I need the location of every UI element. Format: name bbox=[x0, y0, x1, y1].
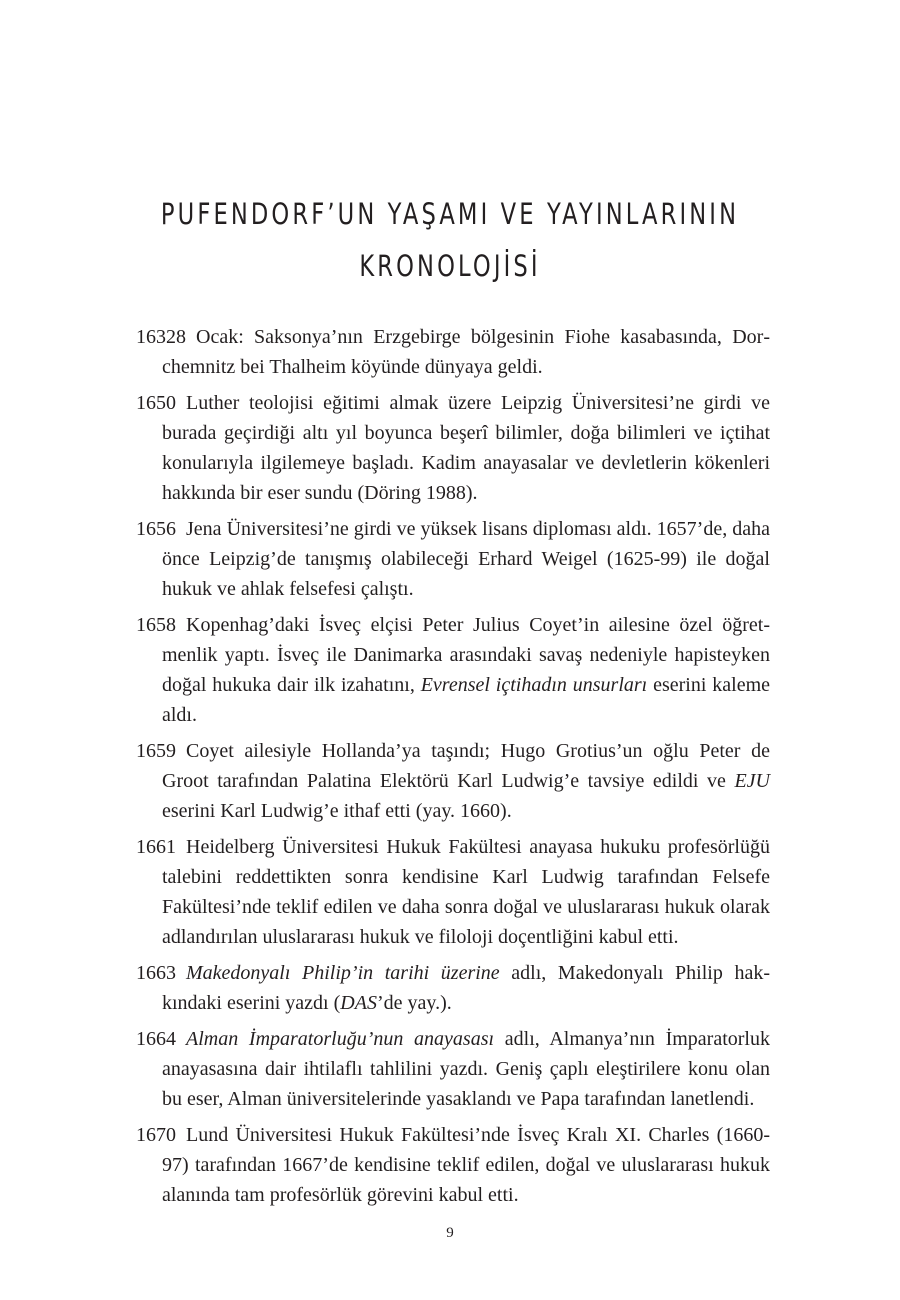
entry-year: 1650 bbox=[136, 392, 176, 414]
entry-text: ’de yay.). bbox=[376, 992, 452, 1014]
entry-text: Ocak: Saksonya’nın Erzgebirge bölgesinin Fiohe kasabasında, Dorchemnitz bei Thalheim köyünde dünyaya geldi. bbox=[162, 326, 770, 378]
chronology-entry bbox=[136, 322, 770, 382]
chronology-entry bbox=[136, 832, 770, 952]
entry-text: Heidelberg Üniversitesi Hukuk Fakültesi anayasa hukuku profesörlüğü talebini reddettikten sonra kendisine Karl Ludwig tarafından Felsefe Fakültesi’nde teklif edilen ve daha sonra doğal ve uluslararası hukuk olarak adlandırılan uluslararası hukuk ve filoloji doçentliğini kabul etti. bbox=[162, 836, 770, 948]
entry-year: 1661 bbox=[136, 836, 176, 858]
entry-italic-title: DAS bbox=[340, 992, 377, 1014]
entry-text: adlı, Almanya’nın İmparatorluk anayasasına dair ihtilaflı tahlilini yazdı. Geniş çaplı eleştirilere konu olan bu eser, Alman üniversitelerinde yasaklandı ve Papa tarafından lanetlendi. bbox=[162, 1028, 770, 1110]
entry-year: 1664 bbox=[136, 1028, 176, 1050]
entry-year: 1656 bbox=[136, 518, 176, 540]
entry-italic-title: Alman İmparatorluğu’nun anayasası bbox=[186, 1028, 495, 1050]
chapter-title-line-1: PUFENDORF’UN YAŞAMI VE YAYINLARININ bbox=[160, 197, 740, 231]
entry-year: 1658 bbox=[136, 614, 176, 636]
entry-text: eserini Karl Ludwig’e ithaf etti (yay. 1660). bbox=[162, 800, 512, 822]
entry-year: 1659 bbox=[136, 740, 176, 762]
entry-text: Lund Üniversitesi Hukuk Fakültesi’nde İsveç Kralı XI. Charles (1660-97) tarafından 1667’de kendisine teklif edilen, doğal ve uluslararası hukuk alanında tam profesörlük görevini kabul etti. bbox=[162, 1124, 770, 1206]
entry-year: 1663 bbox=[136, 962, 176, 984]
entry-text: Kopenhag’daki İsveç elçisi Peter Julius Coyet’in ailesine özel öğretmenlik yaptı. İsveç ile Danimarka arasındaki savaş nedeniyle hapisteyken doğal hukuka dair ilk izahatını, bbox=[162, 614, 770, 696]
chronology-list bbox=[136, 322, 770, 1216]
chronology-entry bbox=[136, 388, 770, 508]
page-number: 9 bbox=[446, 1225, 454, 1241]
entry-italic-title: EJU bbox=[734, 770, 770, 792]
entry-text: Luther teolojisi eğitimi almak üzere Leipzig Üniversitesi’ne girdi ve burada geçirdiği altı yıl boyunca beşerî bilimler, doğa bilimleri ve içtihat konularıyla ilgilemeye başladı. Kadim anayasalar ve devletlerin kökenleri hakkında bir eser sundu (Döring 1988). bbox=[162, 392, 770, 504]
entry-text: adlı, Makedonyalı Philip hakkındaki eserini yazdı ( bbox=[162, 962, 771, 1014]
chapter-title-line-2: KRONOLOJİSİ bbox=[359, 249, 541, 283]
entry-italic-title: Makedonyalı Philip’in tarihi üzerine bbox=[186, 962, 500, 984]
chronology-entry bbox=[136, 1024, 770, 1114]
entry-year: 1670 bbox=[136, 1124, 176, 1146]
chronology-entry bbox=[136, 736, 770, 826]
entry-italic-title: Evrensel içtihadın unsurları bbox=[420, 674, 648, 696]
chronology-entry bbox=[136, 610, 770, 730]
entry-year: 16328 bbox=[136, 326, 186, 348]
chronology-entry bbox=[136, 958, 770, 1018]
entry-text: Coyet ailesiyle Hollanda’ya taşındı; Hugo Grotius’un oğlu Peter de Groot tarafından Palatina Elektörü Karl Ludwig’e tavsiye edildi ve bbox=[162, 740, 770, 792]
entry-text: eserini kaleme aldı. bbox=[162, 674, 771, 726]
entry-text: Jena Üniversitesi’ne girdi ve yüksek lisans diploması aldı. 1657’de, daha önce Leipzig’de tanışmış olabileceği Erhard Weigel (1625-99) ile doğal hukuk ve ahlak felsefesi çalıştı. bbox=[162, 518, 770, 600]
chronology-entry bbox=[136, 1120, 770, 1210]
chronology-entry bbox=[136, 514, 770, 604]
chapter-title bbox=[99, 188, 801, 292]
